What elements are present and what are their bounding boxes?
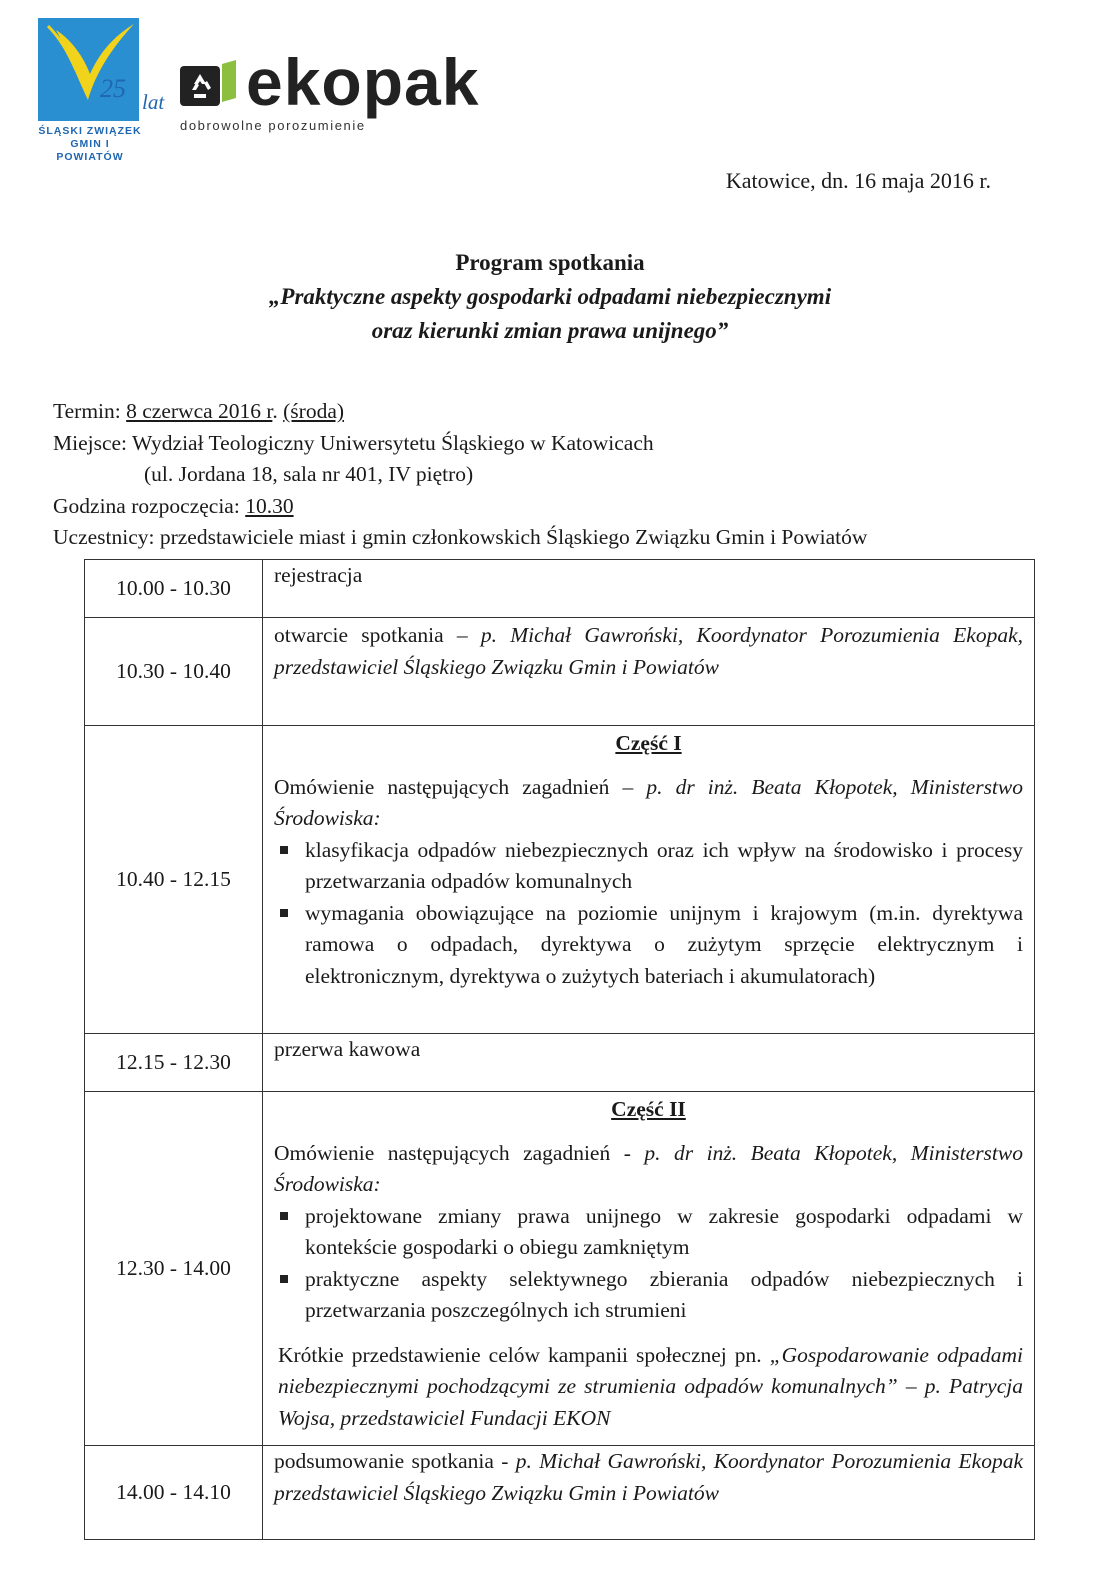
godzina-line: [53, 491, 1063, 523]
title-line-1: Program spotkania: [455, 250, 645, 275]
agenda-row: [85, 726, 1035, 1034]
agenda-content: [263, 1446, 1035, 1540]
list-item: klasyfikacja odpadów niebezpiecznych oraz ich wpływ na środowisko i procesy przetwarzania odpadów komunalnych: [305, 835, 1023, 898]
campaign-lead: Krótkie przedstawienie celów kampanii społecznej pn.: [278, 1342, 770, 1367]
szgip-lat-text: lat: [142, 90, 165, 114]
ekopak-wordmark: ekopak: [246, 45, 480, 119]
szgip-logo-emblem: [38, 18, 139, 121]
meeting-info: [53, 396, 1063, 554]
agenda-content: [263, 1034, 1035, 1092]
section-heading: Część I: [615, 731, 682, 755]
agenda-row: [85, 1446, 1035, 1540]
agenda-content: [263, 560, 1035, 618]
list-item: praktyczne aspekty selektywnego zbierania odpadów niebezpiecznych i przetwarzania poszczególnych ich strumieni: [305, 1264, 1023, 1327]
agenda-time: 10.40 - 12.15: [85, 726, 263, 1034]
termin-date: 8 czerwca 2016 r: [126, 399, 273, 423]
agenda-speaker: p. dr inż. Beata Kłopotek, Ministerstwo Środowiska:: [274, 1140, 1023, 1196]
title-line-3: oraz kierunki zmian prawa unijnego”: [371, 318, 729, 343]
agenda-lead: otwarcie spotkania –: [274, 623, 481, 647]
miejsce-line: Miejsce: Wydział Teologiczny Uniwersytetu Śląskiego w Katowicach: [53, 430, 654, 455]
agenda-table: [84, 559, 1035, 1540]
termin-day: (środa): [283, 399, 345, 423]
termin-line: [53, 396, 1063, 428]
agenda-content: [263, 618, 1035, 726]
godzina-label: Godzina rozpoczęcia:: [53, 493, 246, 518]
agenda-row: [85, 1034, 1035, 1092]
agenda-row: [85, 1092, 1035, 1446]
agenda-lead: Omówienie następujących zagadnień -: [274, 1140, 645, 1165]
agenda-time: 10.30 - 10.40: [85, 618, 263, 726]
list-item: projektowane zmiany prawa unijnego w zakresie gospodarki odpadami w kontekście gospodarki o obiegu zamkniętym: [305, 1201, 1023, 1264]
szgip-logo: [38, 18, 165, 163]
list-item: wymagania obowiązujące na poziomie unijnym i krajowym (m.in. dyrektywa ramowa o odpadach, dyrektywa o zużytym sprzęcie elektrycznym i elektronicznym, dyrektywa o zużytych bateriach i akumulatorach): [305, 898, 1023, 993]
agenda-content: [263, 1092, 1035, 1446]
agenda-time: 10.00 - 10.30: [85, 560, 263, 618]
szgip-caption-line2: GMIN I POWIATÓW: [56, 138, 124, 163]
agenda-lead: podsumowanie spotkania -: [274, 1449, 516, 1473]
uczestnicy-line: Uczestnicy: przedstawiciele miast i gmin członkowskich Śląskiego Związku Gmin i Powiatów: [53, 525, 868, 549]
agenda-text: przerwa kawowa: [274, 1037, 421, 1061]
szgip-anniversary-number: 25: [100, 74, 126, 103]
agenda-row: [85, 560, 1035, 618]
v-swoosh-icon: [38, 18, 139, 121]
title-line-2: „Praktyczne aspekty gospodarki odpadami niebezpiecznymi: [268, 284, 832, 309]
agenda-content: [263, 726, 1035, 1034]
ekopak-logo: [180, 42, 500, 138]
agenda-speaker: p. dr inż. Beata Kłopotek, Ministerstwo Środowiska:: [274, 774, 1023, 830]
agenda-text: rejestracja: [274, 563, 363, 587]
document-title: [0, 246, 1100, 348]
agenda-speaker: p. Michał Gawroński, Koordynator Porozumienia Ekopak przedstawiciel Śląskiego Związku Gmin i Powiatów: [274, 1449, 1023, 1505]
ekopak-tagline: dobrowolne porozumienie: [180, 118, 366, 133]
agenda-speaker: p. Michał Gawroński, Koordynator Porozumienia Ekopak, przedstawiciel Śląskiego Związku Gmin i Powiatów: [274, 623, 1023, 679]
termin-label: Termin:: [53, 399, 127, 423]
recycle-icon: [180, 60, 236, 108]
agenda-lead: Omówienie następujących zagadnień –: [274, 774, 647, 799]
szgip-caption: [38, 125, 142, 164]
agenda-row: [85, 618, 1035, 726]
agenda-time: 14.00 - 14.10: [85, 1446, 263, 1540]
godzina-value: 10.30: [245, 493, 294, 518]
adres-line: (ul. Jordana 18, sala nr 401, IV piętro): [144, 462, 474, 486]
document-date: Katowice, dn. 16 maja 2016 r.: [725, 168, 991, 193]
section-heading: Część II: [611, 1097, 686, 1121]
bullet-list: [274, 835, 1023, 993]
termin-dot: .: [272, 399, 284, 423]
agenda-time: 12.30 - 14.00: [85, 1092, 263, 1446]
agenda-time: 12.15 - 12.30: [85, 1034, 263, 1092]
campaign-details: „Gospodarowanie odpadami niebezpiecznymi pochodzącymi ze strumienia odpadów komunalnych” – p. Patrycja Wojsa, przedstawiciel Fundacji EKON: [278, 1342, 1023, 1430]
szgip-caption-line1: ŚLĄSKI ZWIĄZEK: [38, 125, 142, 137]
bullet-list: [274, 1201, 1023, 1327]
